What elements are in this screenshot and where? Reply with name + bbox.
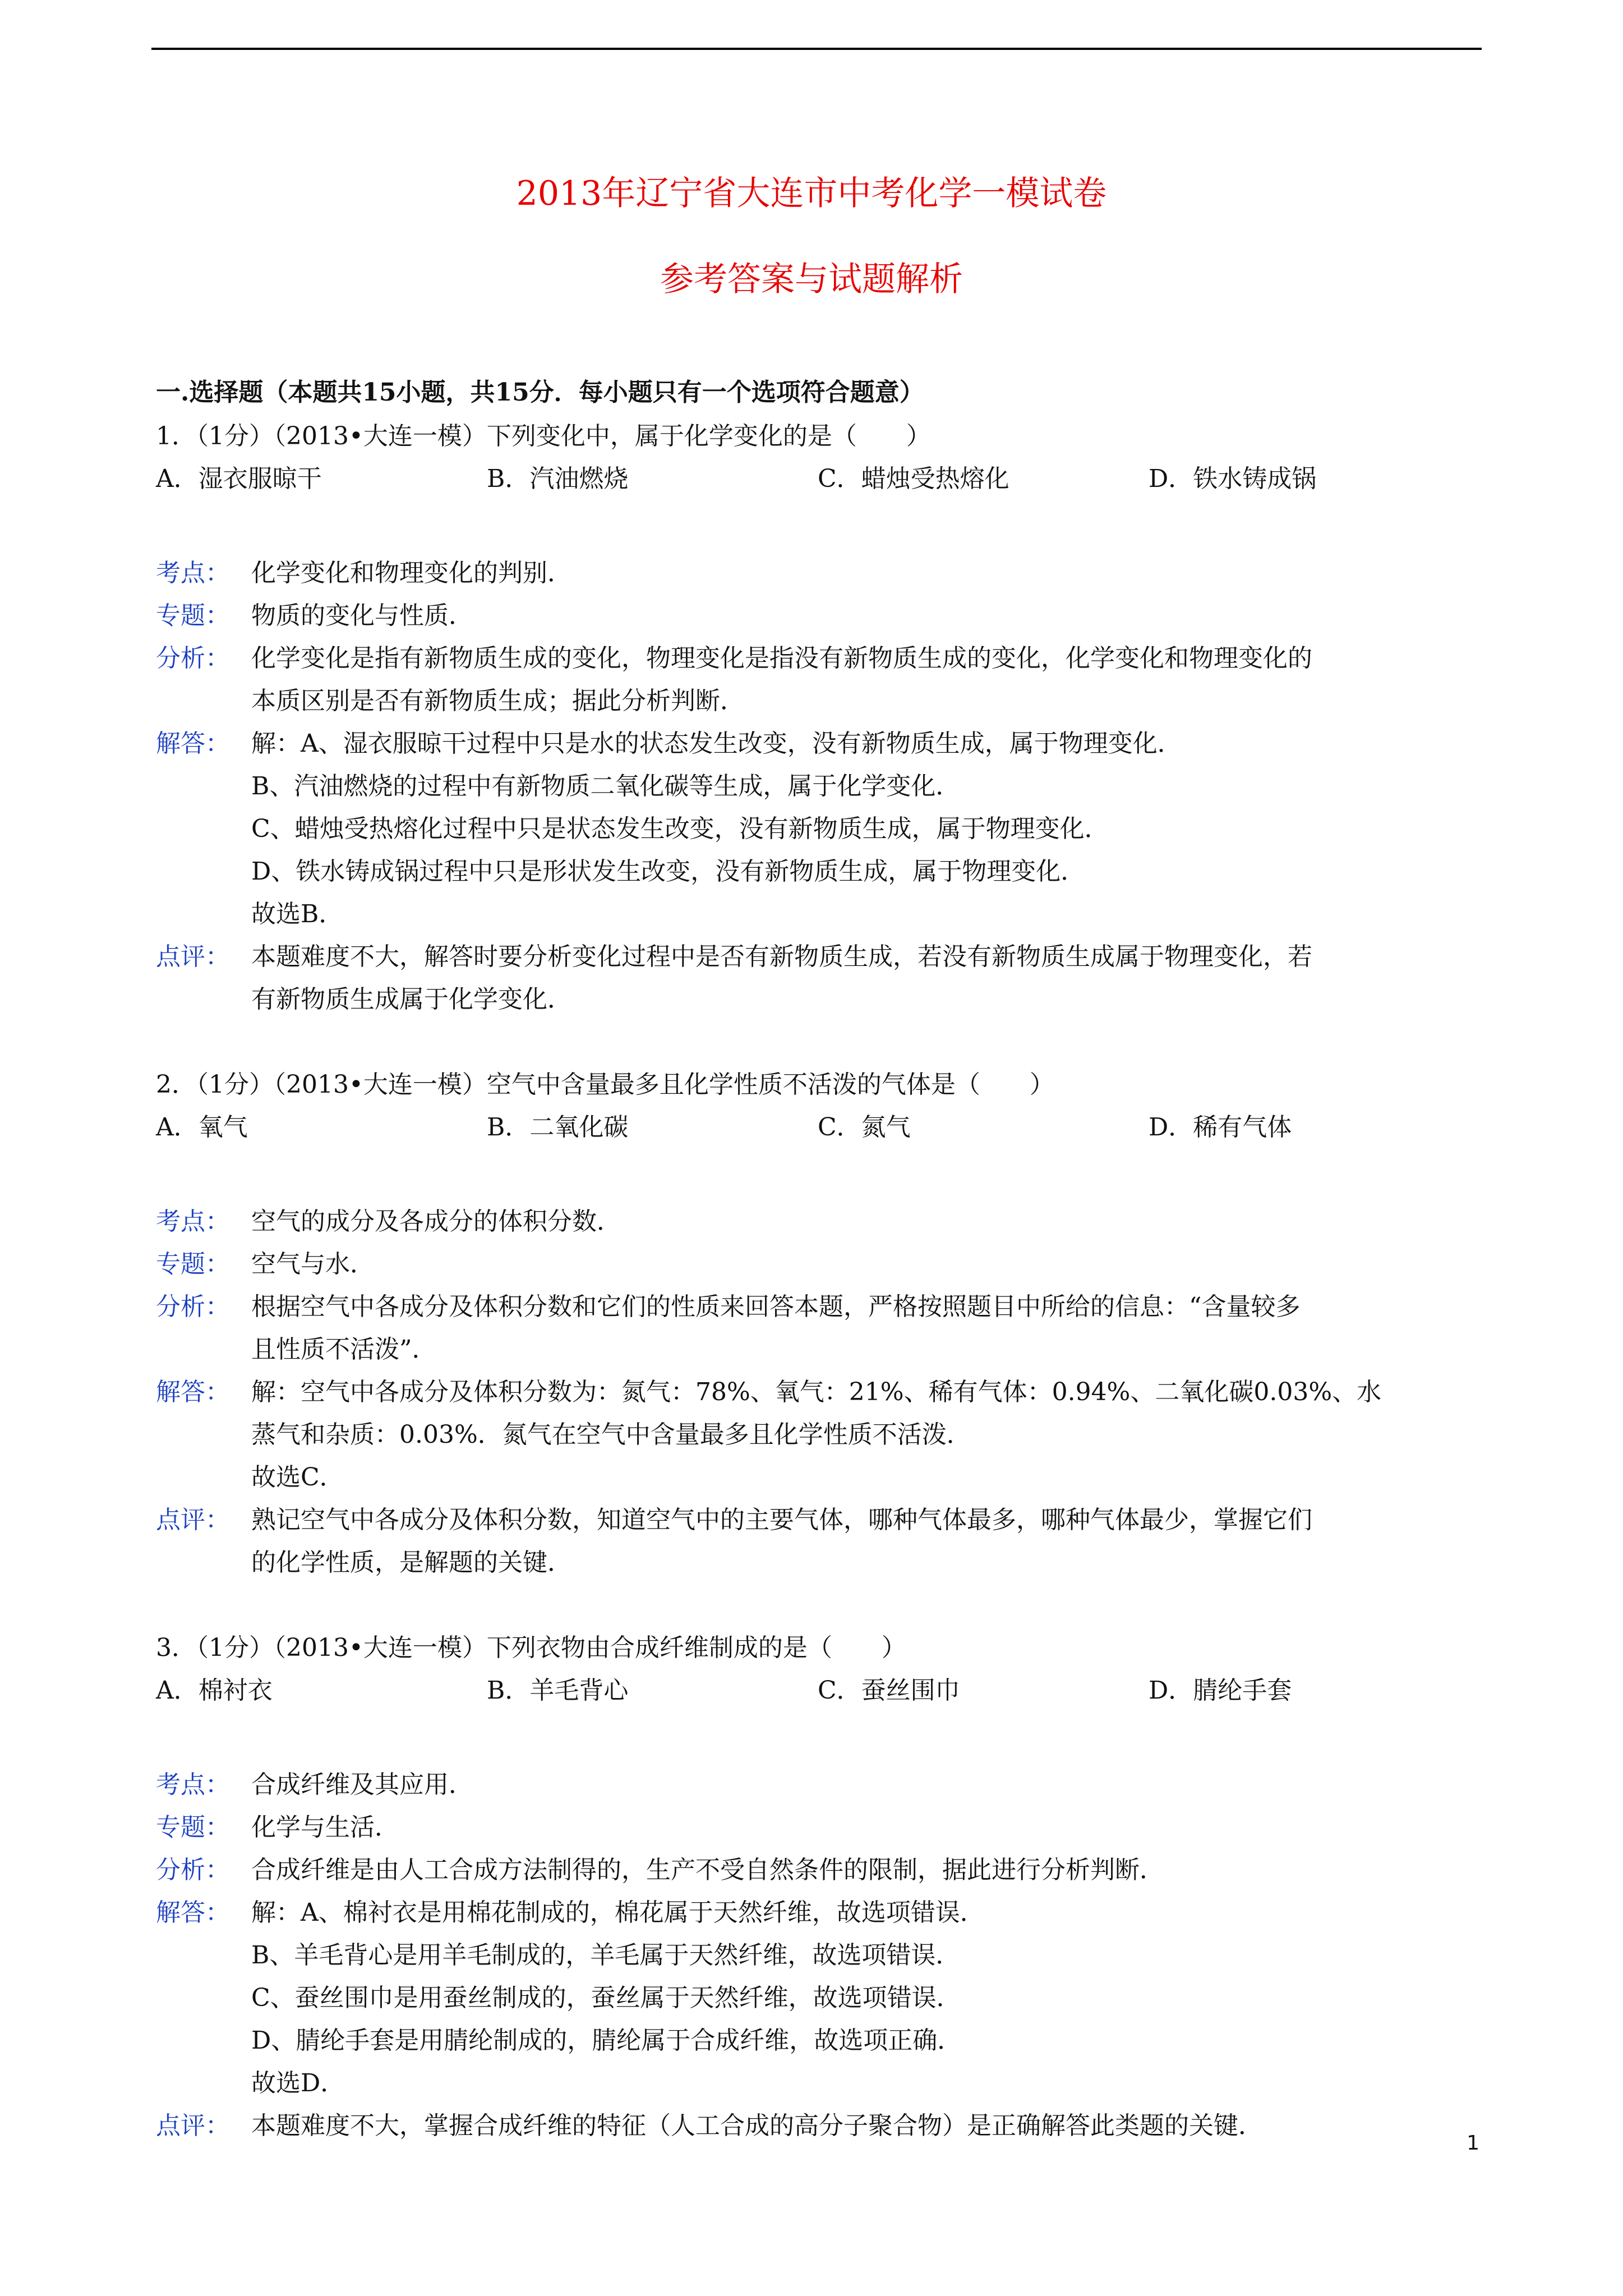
option-d: D．腈纶手套 [1149,1676,1292,1705]
option-c: C．氮气 [818,1113,911,1142]
fenxi-line: 且性质不活泼”． [251,1335,437,1364]
fenxi-label: 分析： [156,1292,230,1321]
zhuanti-text: 空气与水． [251,1250,375,1278]
options-row [156,1106,1485,1149]
document-subtitle: 参考答案与试题解析 [660,260,963,299]
kaodian-row [156,552,1485,595]
option-b: B．二氧化碳 [487,1113,629,1142]
zhuanti-row [156,1806,1485,1849]
kaodian-label: 考点： [156,559,230,587]
kaodian-text: 化学变化和物理变化的判别． [251,559,572,587]
fenxi-row [156,1849,1485,1892]
option-d: D．铁水铸成锅 [1149,464,1317,493]
jieda-line: B、羊毛背心是用羊毛制成的，羊毛属于天然纤维，故选项错误． [251,1941,961,1970]
zhuanti-text: 化学与生活． [251,1813,399,1842]
zhuanti-text: 物质的变化与性质． [251,601,473,630]
jieda-line: 蒸气和杂质：0.03%．氮气在空气中含量最多且化学性质不活泼． [251,1420,971,1449]
dianping-line: 有新物质生成属于化学变化． [251,985,572,1014]
dianping-line: 本题难度不大，掌握合成纤维的特征（人工合成的高分子聚合物）是正确解答此类题的关键． [251,2111,1263,2140]
question-2 [156,1064,1485,1584]
jieda-label: 解答： [156,1898,230,1927]
fenxi-line: 本质区别是否有新物质生成；据此分析判断． [251,687,745,715]
jieda-line: C、蚕丝围巾是用蚕丝制成的，蚕丝属于天然纤维，故选项错误． [251,1984,961,2012]
fenxi-line: 化学变化是指有新物质生成的变化，物理变化是指没有新物质生成的变化，化学变化和物理变化的 [251,644,1312,673]
jieda-row [156,723,1485,936]
jieda-row [156,1892,1485,2105]
document-body [156,325,1485,2147]
section-heading: 一.选择题（本题共15小题，共15分．每小题只有一个选项符合题意） [156,378,924,407]
dianping-line: 熟记空气中各成分及体积分数，知道空气中的主要气体，哪种气体最多，哪种气体最少，掌握它们 [251,1506,1312,1534]
jieda-line: 故选D． [251,2069,345,2097]
fenxi-label: 分析： [156,644,230,673]
zhuanti-label: 专题： [156,1250,230,1278]
dianping-line: 本题难度不大，解答时要分析变化过程中是否有新物质生成，若没有新物质生成属于物理变化，若 [251,942,1312,971]
option-a: A．氧气 [156,1113,248,1142]
dianping-row [156,1499,1485,1584]
question-3 [156,1627,1485,2147]
kaodian-text: 合成纤维及其应用． [251,1770,473,1799]
fenxi-line: 合成纤维是由人工合成方法制得的，生产不受自然条件的限制，据此进行分析判断． [251,1856,1164,1884]
jieda-line: 故选C． [251,1463,344,1492]
zhuanti-row [156,1243,1485,1286]
kaodian-label: 考点： [156,1770,230,1799]
options-row [156,458,1485,500]
dianping-label: 点评： [156,2111,230,2140]
question-stem: 1．（1分）（2013•大连一模）下列变化中，属于化学变化的是（ ） [156,422,931,450]
option-c: C．蜡烛受热熔化 [818,464,1009,493]
jieda-line: 解：空气中各成分及体积分数为：氮气：78%、氧气：21%、稀有气体：0.94%、二氧化碳0.03%、水 [251,1378,1382,1406]
option-a: A．湿衣服晾干 [156,464,322,493]
jieda-label: 解答： [156,1378,230,1406]
jieda-line: 故选B． [251,900,344,928]
dianping-line: 的化学性质，是解题的关键． [251,1548,572,1577]
question-stem: 3．（1分）（2013•大连一模）下列衣物由合成纤维制成的是（ ） [156,1634,906,1662]
page-number: 1 [1467,2132,1479,2155]
jieda-line: D、腈纶手套是用腈纶制成的，腈纶属于合成纤维，故选项正确． [251,2026,962,2055]
option-c: C．蚕丝围巾 [818,1676,960,1705]
jieda-label: 解答： [156,729,230,758]
dianping-row [156,2105,1485,2147]
kaodian-row [156,1764,1485,1806]
kaodian-row [156,1200,1485,1243]
kaodian-text: 空气的成分及各成分的体积分数． [251,1207,621,1236]
option-b: B．羊毛背心 [487,1676,629,1705]
dianping-label: 点评： [156,1506,230,1534]
option-a: A．棉衬衣 [156,1676,273,1705]
option-d: D．稀有气体 [1149,1113,1292,1142]
jieda-line: 解：A、湿衣服晾干过程中只是水的状态发生改变，没有新物质生成，属于物理变化． [251,729,1182,758]
fenxi-line: 根据空气中各成分及体积分数和它们的性质来回答本题，严格按照题目中所给的信息：“含量较多 [251,1292,1301,1321]
fenxi-row [156,637,1485,723]
fenxi-row [156,1286,1485,1371]
fenxi-label: 分析： [156,1856,230,1884]
kaodian-label: 考点： [156,1207,230,1236]
question-stem: 2．（1分）（2013•大连一模）空气中含量最多且化学性质不活泼的气体是（ ） [156,1070,1054,1099]
option-b: B．汽油燃烧 [487,464,629,493]
options-row [156,1669,1485,1712]
header-rule [151,48,1482,50]
zhuanti-label: 专题： [156,601,230,630]
document-title: 2013年辽宁省大连市中考化学一模试卷 [516,174,1107,213]
jieda-line: C、蜡烛受热熔化过程中只是状态发生改变，没有新物质生成，属于物理变化． [251,815,1109,843]
dianping-row [156,936,1485,1021]
dianping-label: 点评： [156,942,230,971]
question-1 [156,415,1485,1021]
zhuanti-row [156,595,1485,637]
jieda-line: D、铁水铸成锅过程中只是形状发生改变，没有新物质生成，属于物理变化． [251,857,1086,886]
zhuanti-label: 专题： [156,1813,230,1842]
jieda-line: 解：A、棉衬衣是用棉花制成的，棉花属于天然纤维，故选项错误． [251,1898,985,1927]
jieda-row [156,1371,1485,1499]
jieda-line: B、汽油燃烧的过程中有新物质二氧化碳等生成，属于化学变化． [251,772,961,800]
